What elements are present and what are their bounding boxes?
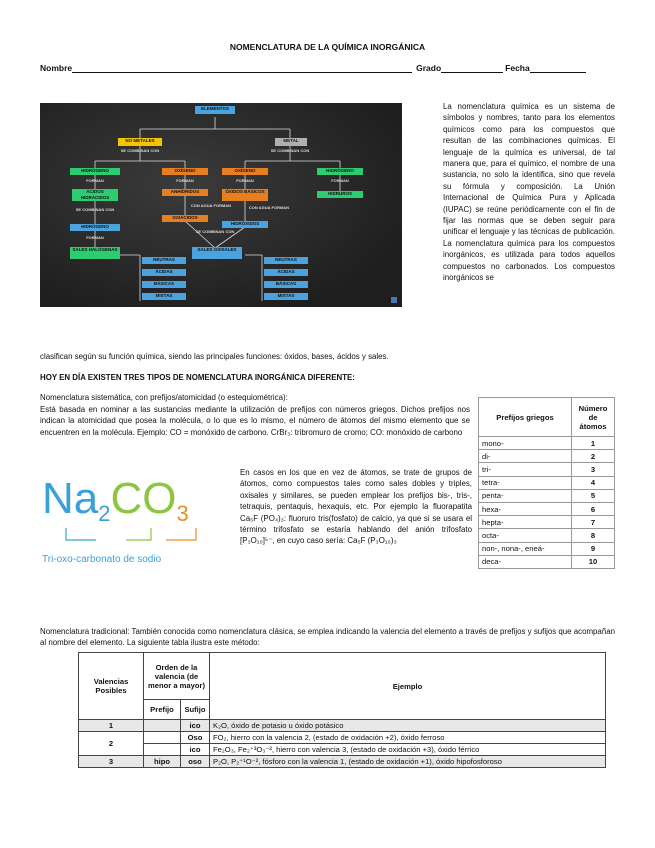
corner-logo-icon — [391, 297, 397, 303]
node-no-metales: NO METALES — [118, 138, 162, 146]
valencia-cell: 3 — [79, 756, 144, 768]
node-mixtas-left: MIXTAS — [142, 293, 186, 300]
node-oxiacidos: OXIÁCIDOS — [162, 215, 208, 222]
fecha-label: Fecha — [505, 63, 530, 73]
node-mixtas-right: MIXTAS — [264, 293, 308, 300]
prefijo-cell — [144, 720, 181, 732]
node-hidruros: HIDRUROS — [317, 191, 363, 198]
na-symbol: Na — [42, 474, 99, 523]
label-combinan-left: SE COMBINAN CON — [120, 148, 160, 153]
label-con-agua-1: CON AGUA FORMAN — [190, 203, 232, 208]
numero-cell: 5 — [572, 489, 615, 502]
student-header — [40, 62, 615, 73]
prefijo-cell: hepta- — [479, 516, 572, 529]
nombre-field[interactable] — [72, 62, 412, 73]
orden-header: Orden de la valencia (de menor a mayor) — [144, 653, 210, 700]
prefijo-cell: hexa- — [479, 502, 572, 515]
prefijo-header: Prefijo — [144, 700, 181, 720]
table-row — [479, 450, 615, 463]
ejemplo-header: Ejemplo — [210, 653, 606, 720]
co-symbol: CO — [110, 474, 177, 523]
node-hidrogeno-left: HIDRÓGENO — [70, 168, 120, 175]
valencia-cell: 1 — [79, 720, 144, 732]
intro-paragraph: La nomenclatura química es un sistema de símbolos y nombres, tanto para los elementos químicos como para los compuestos que resultan de las combinaciones químicas. El lenguaje de la química es universal, de tal manera que, para el químico, el nombre de una sustancia, no solo la identifica, sino que revela su fórmula y composición. La Unión Internacional de Química Pura y Aplicada (IUPAC) se reúne periódicamente con el fin de fijar las normas que se deben seguir para unificar el lenguaje y las técnicas de publicación. La nomenclatura química para los compuestos inorgánicos, es utilizada para todos aquellos compuestos no carbonados. Los compuestos inorgánicos se — [443, 102, 615, 283]
label-combinan-right: SE COMBINAN CON — [270, 148, 310, 153]
ejemplo-cell: Fe₂O₃, Fe₂⁺³O₃⁻², hierro con valencia 3, (estado de oxidación +3), óxido férrico — [210, 744, 606, 756]
numero-cell: 2 — [572, 450, 615, 463]
prefijo-cell: di- — [479, 450, 572, 463]
label-forman-5: FORMAN — [86, 235, 104, 240]
table-row — [479, 476, 615, 489]
valencias-header: Valencias Posibles — [79, 653, 144, 720]
fecha-field[interactable] — [530, 62, 586, 73]
prefijo-cell: deca- — [479, 555, 572, 568]
node-oxigeno-right: OXÍGENO — [222, 168, 268, 175]
prefijo-cell: penta- — [479, 489, 572, 502]
sistematica-text2: En casos en los que en vez de átomos, se trate de grupos de átomos, como compuestos tales como sales dobles y triples, oxisales y similares, se pueden emplear los prefijos bis-, tris-, tetraquis, pentaquis, hexaquis, etc. Por ejemplo la fluorapatita Ca₅F (PO₄)₃: fluoruro tris(fosfato) de calcio, ya que si se usara el término trifosfato se estaría hablando del anión trifosfato [P₃O₁₀]⁵⁻, en cuyo caso sería: Ca₅F (P₃O₁₀)₃ — [240, 468, 472, 546]
table-row — [479, 516, 615, 529]
node-elementos: ELEMENTOS — [195, 106, 235, 114]
node-acidas-right: ÁCIDAS — [264, 269, 308, 276]
numero-cell: 8 — [572, 529, 615, 542]
label-combinan-4: SE COMBINAN CON — [195, 229, 235, 234]
intro-continuation: clasifican según su función química, siendo las principales funciones: óxidos, bases, ácidos y sales. — [40, 352, 389, 361]
nombre-label: Nombre — [40, 63, 73, 73]
o-subscript: 3 — [176, 501, 189, 526]
numero-header: Número de átomos — [572, 398, 615, 437]
ejemplo-cell: FO₂, hierro con la valencia 2, (estado de oxidación +2), óxido ferroso — [210, 732, 606, 744]
node-metal: METAL — [275, 138, 307, 146]
label-forman-3: FORMAN — [236, 178, 254, 183]
label-forman-2: FORMAN — [176, 178, 194, 183]
sufijo-cell: Oso — [181, 732, 210, 744]
na2co3-image — [36, 472, 228, 572]
label-forman-1: FORMAN — [86, 178, 104, 183]
table-row — [79, 744, 606, 756]
sufijo-header: Sufijo — [181, 700, 210, 720]
label-forman-4: FORMAN — [331, 178, 349, 183]
node-acidas-left: ÁCIDAS — [142, 269, 186, 276]
sufijo-cell: ico — [181, 744, 210, 756]
node-basicas-left: BÁSICAS — [142, 281, 186, 288]
ejemplo-cell: P₂O, P₂⁺¹O⁻², fósforo con la valencia 1, (estado de oxidación +1), óxido hipofosforoso — [210, 756, 606, 768]
numero-cell: 10 — [572, 555, 615, 568]
page-title: NOMENCLATURA DE LA QUÍMICA INORGÁNICA — [229, 42, 426, 52]
prefijo-cell: tetra- — [479, 476, 572, 489]
table-row — [479, 555, 615, 568]
nomenclature-diagram — [40, 103, 402, 307]
node-acidos-hidracidos: ÁCIDOS HIDRÁCIDOS — [72, 189, 118, 201]
prefijo-cell: octa- — [479, 529, 572, 542]
tradicional-table — [78, 652, 606, 768]
node-hidroxidos: HIDRÓXIDOS — [222, 221, 268, 228]
label-combinan-3: SE COMBINAN CON — [75, 207, 115, 212]
numero-cell: 9 — [572, 542, 615, 555]
table-row — [479, 489, 615, 502]
valencia-cell: 2 — [79, 732, 144, 756]
node-basicas-right: BÁSICAS — [264, 281, 308, 288]
node-sales-halogenas: SALES HALÓGENAS — [70, 247, 120, 259]
table-row — [479, 463, 615, 476]
ejemplo-cell: K₂O, óxido de potasio u óxido potásico — [210, 720, 606, 732]
node-hidrogeno-right: HIDRÓGENO — [317, 168, 363, 175]
node-hidrogeno-bottom: HIDRÓGENO — [70, 224, 120, 231]
sistematica-text: Está basada en nominar a las sustancias mediante la utilización de prefijos con números griegos. Dichos prefijos nos indican la atomicidad que posea la molécula, o lo que es lo mismo, el número de átomos del mismo elemento que se encuentren en la molécula. Ejemplo: CO = monóxido de carbono. CrBr₃: tribromuro de cromo; CO: monóxido de carbono — [40, 405, 470, 437]
numero-cell: 1 — [572, 437, 615, 450]
numero-cell: 4 — [572, 476, 615, 489]
table-row — [79, 732, 606, 744]
numero-cell: 3 — [572, 463, 615, 476]
grado-label: Grado — [416, 63, 442, 73]
tradicional-text: Nomenclatura tradicional: También conocida como nomenclatura clásica, se emplea indicando la valencia del elemento a través de prefijos y sufijos que acompañan al nombre del elemento. La siguiente tabla ilustra este método: — [40, 627, 615, 648]
node-neutras-right: NEUTRAS — [264, 257, 308, 264]
na2co3-caption: Tri-oxo-carbonato de sodio — [42, 554, 162, 565]
na-subscript: 2 — [98, 501, 111, 526]
sistematica-heading: Nomenclatura sistemática, con prefijos/atomicidad (o estequiométrica): — [40, 393, 288, 402]
prefijos-table — [478, 397, 615, 569]
numero-cell: 7 — [572, 516, 615, 529]
table-row — [79, 720, 606, 732]
table-row — [479, 502, 615, 515]
table-row — [479, 437, 615, 450]
node-anhidridos: ANHÍDRIDOS — [162, 189, 208, 196]
label-con-agua-2: CON AGUA FORMAN — [248, 205, 290, 210]
table-row — [479, 529, 615, 542]
prefijo-cell — [144, 744, 181, 756]
prefijos-header: Prefijos griegos — [479, 398, 572, 437]
prefijo-cell — [144, 732, 181, 744]
grado-field[interactable] — [441, 62, 503, 73]
node-sales-oxisales: SALES OXISALES — [192, 247, 242, 259]
prefijo-cell: non-, nona-, eneá- — [479, 542, 572, 555]
sufijo-cell: oso — [181, 756, 210, 768]
section-heading: HOY EN DÍA EXISTEN TRES TIPOS DE NOMENCLATURA INORGÁNICA DIFERENTE: — [40, 373, 355, 382]
prefijo-cell: tri- — [479, 463, 572, 476]
node-neutras-left: NEUTRAS — [142, 257, 186, 264]
prefijo-cell: hipo — [144, 756, 181, 768]
node-oxidos-basicos: ÓXIDOS BÁSICOS — [222, 189, 268, 201]
table-row — [79, 756, 606, 768]
prefijo-cell: mono- — [479, 437, 572, 450]
table-row — [479, 542, 615, 555]
sufijo-cell: ico — [181, 720, 210, 732]
numero-cell: 6 — [572, 502, 615, 515]
node-oxigeno-left: OXÍGENO — [162, 168, 208, 175]
